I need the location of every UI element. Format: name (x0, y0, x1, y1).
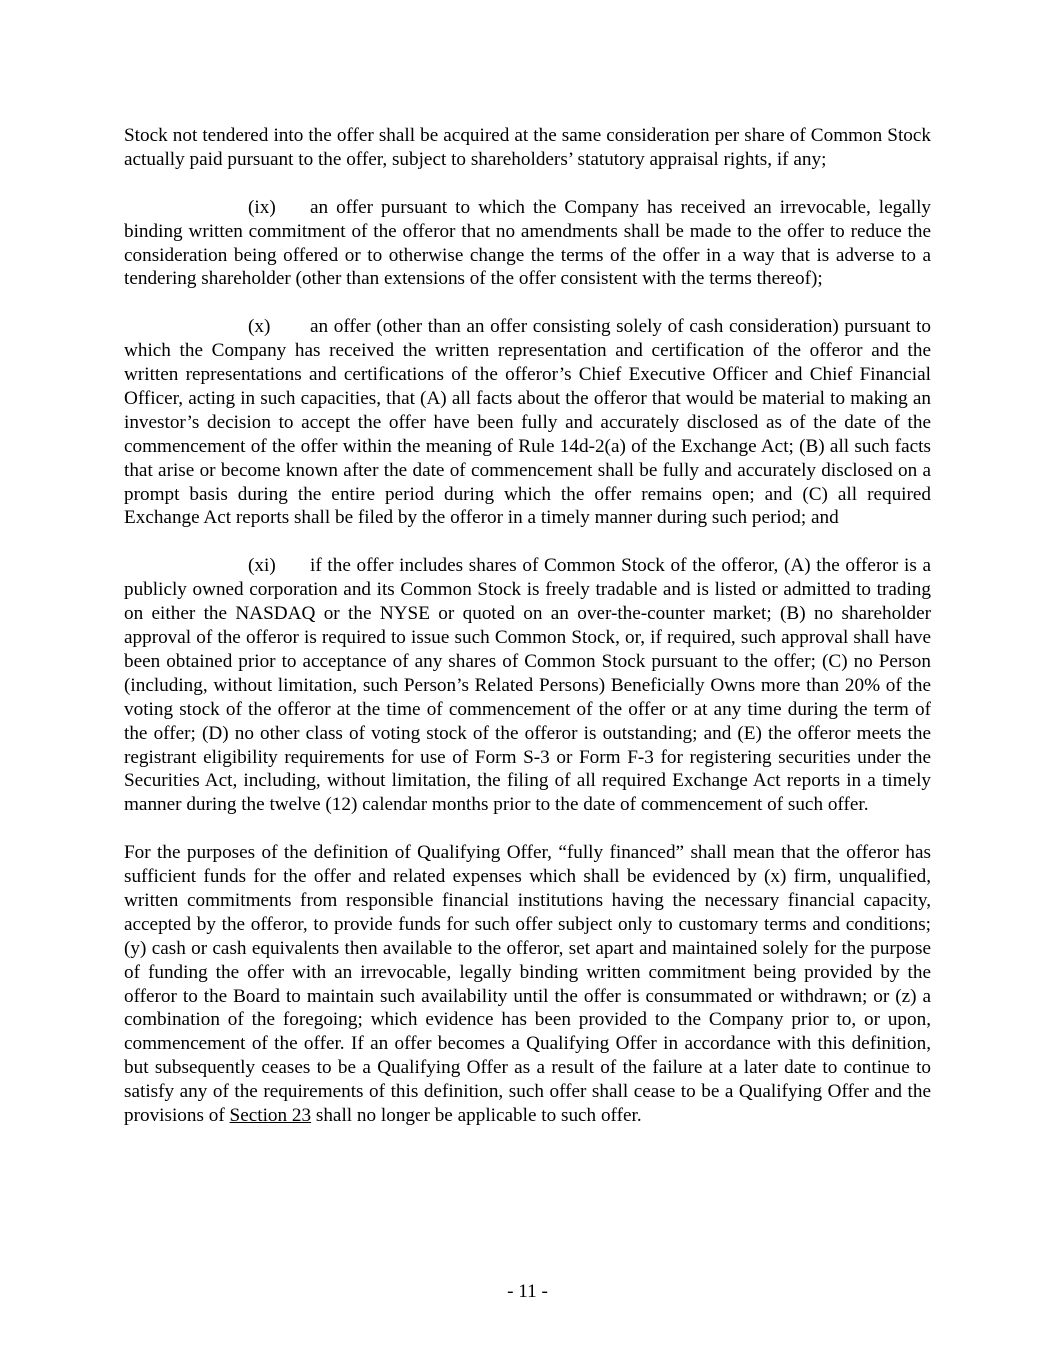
document-page (124, 124, 931, 1128)
fully-financed-text: For the purposes of the definition of Qualifying Offer, “fully financed” shall mean that the offeror has sufficient funds for the offer and related expenses which shall be evidenced by (x) firm, unqualified, written commitments from responsible financial institutions having the necessary financial capacity, accepted by the offeror, to provide funds for such offer subject only to customary terms and conditions; (y) cash or cash equivalents then available to the offeror, set apart and maintained solely for the purpose of funding the offer with an irrevocable, legally binding written commitment being provided by the offeror to the Board to maintain such availability until the offer is consummated or withdrawn; or (z) a combination of the foregoing; which evidence has been provided to the Company prior to, or upon, commencement of the offer. If an offer becomes a Qualifying Offer in accordance with this definition, but subsequently ceases to be a Qualifying Offer as a result of the failure at a later date to continue to satisfy any of the requirements of this definition, such offer shall cease to be a Qualifying Offer and the provisions of (124, 842, 931, 1127)
fully-financed-text-end: shall no longer be applicable to such offer. (311, 1105, 642, 1127)
list-item-ix (124, 196, 931, 292)
item-text-ix: an offer pursuant to which the Company has received an irrevocable, legally binding written commitment of the offeror that no amendments shall be made to the offer to reduce the consideration being offered or to otherwise change the terms of the offer in a way that is adverse to a tendering shareholder (other than extensions of the offer consistent with the terms thereof); (124, 196, 931, 290)
section-23-reference: Section 23 (229, 1105, 312, 1127)
fully-financed-paragraph (124, 841, 931, 1128)
item-number-x: (x) (248, 316, 271, 338)
item-number-xi: (xi) (248, 555, 276, 577)
list-item-xi (124, 554, 931, 817)
item-number-ix: (ix) (248, 196, 276, 218)
list-item-x (124, 315, 931, 530)
page-number: - 11 - (507, 1281, 548, 1302)
item-text-xi: if the offer includes shares of Common Stock of the offeror, (A) the offeror is a publicly owned corporation and its Common Stock is freely tradable and is listed or admitted to trading on either the NASDAQ or the NYSE or quoted on an over-the-counter market; (B) no shareholder approval of the offeror is required to issue such Common Stock, or, if required, such approval shall have been obtained prior to acceptance of any shares of Common Stock pursuant to the offer; (C) no Person (including, without limitation, such Person’s Related Persons) Beneficially Owns more than 20% of the voting stock of the offeror at the time of commencement of the offer or at any time during the term of the offer; (D) no other class of voting stock of the offeror is outstanding; and (E) the offeror meets the registrant eligibility requirements for use of Form S-3 or Form F-3 for registering securities under the Securities Act, including, without limitation, the filing of all required Exchange Act reports in a timely manner during the twelve (12) calendar months prior to the date of commencement of such offer. (124, 555, 931, 816)
item-text-x: an offer (other than an offer consisting solely of cash consideration) pursuant to which the Company has received the written representation and certification of the offeror and the written representations and certifications of the offeror’s Chief Executive Officer and Chief Financial Officer, acting in such capacities, that (A) all facts about the offeror that would be material to making an investor’s decision to accept the offer have been fully and accurately disclosed as of the date of the commencement of the offer within the meaning of Rule 14d-2(a) of the Exchange Act; (B) all such facts that arise or become known after the date of commencement shall be fully and accurately disclosed on a prompt basis during the entire period during which the offer remains open; and (C) all required Exchange Act reports shall be filed by the offeror in a timely manner during such period; and (124, 316, 931, 529)
continuation-paragraph: Stock not tendered into the offer shall be acquired at the same consideration per share of Common Stock actually paid pursuant to the offer, subject to shareholders’ statutory appraisal rights, if any; (124, 125, 931, 170)
